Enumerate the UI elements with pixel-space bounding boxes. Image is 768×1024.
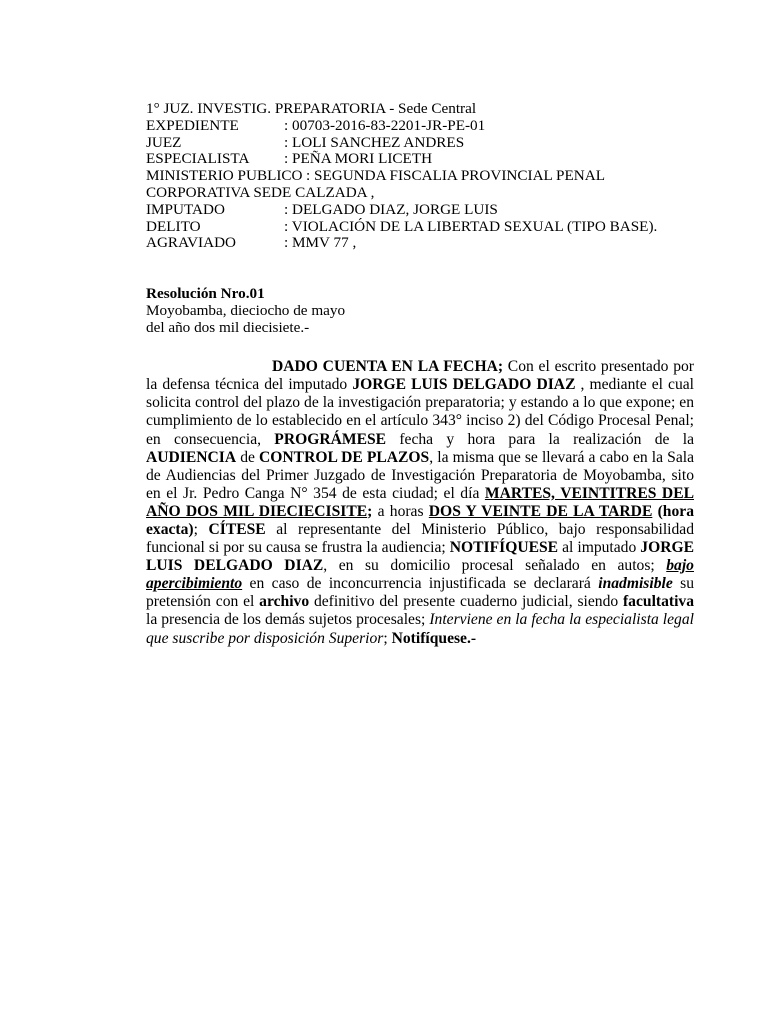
body-text-segment: ; bbox=[193, 521, 209, 539]
body-text-segment: la presencia de los demás sujetos procesales; bbox=[146, 611, 430, 629]
imputado-label: IMPUTADO bbox=[146, 200, 225, 218]
ministerio-value: : SEGUNDA FISCALIA PROVINCIAL PENAL CORPORATIVA SEDE CALZADA , bbox=[146, 167, 605, 201]
imputado-name-bold: JORGE LUIS DELGADO DIAZ bbox=[352, 376, 576, 394]
agraviado-value: : MMV 77 , bbox=[284, 234, 357, 252]
citese-bold: CÍTESE bbox=[208, 521, 266, 539]
body-text-segment: al imputado bbox=[558, 539, 641, 557]
inadmisible-bold-italic: inadmisible bbox=[598, 575, 673, 593]
body-text-segment: su pretensión con el bbox=[146, 575, 695, 611]
body-text-segment: ; bbox=[383, 629, 392, 647]
body-text-segment: Con el escrito presentado por la defensa técnica del imputado bbox=[146, 358, 694, 394]
facultativa-bold: facultativa bbox=[622, 593, 695, 611]
delito-row bbox=[146, 219, 694, 236]
body-text-segment: en caso de inconcurrencia injustificada se declarará bbox=[242, 575, 599, 593]
body-text-segment: , la misma que se llevará a cabo en la Sala de Audiencias del Primer Juzgado de Investigación Preparatoria de Moyobamba, sito en el Jr. Pedro Canga N° 354 de esta ciudad; el día bbox=[146, 448, 694, 502]
resolution-block bbox=[146, 285, 694, 336]
resolution-title: Resolución Nro.01 bbox=[146, 285, 265, 303]
especialista-label: ESPECIALISTA bbox=[146, 150, 250, 168]
imputado-name-bold-2: JORGE LUIS DELGADO DIAZ bbox=[146, 539, 695, 575]
semicolon-bold: ; bbox=[367, 502, 373, 520]
hearing-time-underlined: DOS Y VEINTE DE LA TARDE bbox=[428, 502, 653, 520]
imputado-row bbox=[146, 202, 694, 219]
body-text-segment: a horas bbox=[372, 502, 429, 520]
place-date-line-1: Moyobamba, dieciocho de mayo bbox=[146, 302, 346, 320]
court-name: 1° JUZ. INVESTIG. PREPARATORIA - Sede Central bbox=[146, 100, 477, 117]
juez-row bbox=[146, 135, 694, 152]
body-text-segment: al representante del Ministerio Público, bajo responsabilidad funcional si por su causa se frustra la audiencia; bbox=[146, 521, 694, 557]
agraviado-row bbox=[146, 235, 694, 252]
resolution-body bbox=[146, 358, 694, 648]
juez-label: JUEZ bbox=[146, 133, 182, 151]
body-text-segment: , mediante el cual solicita control del plazo de la investigación preparatoria; y estando a lo que expone; en cumplimiento de lo establecido en el artículo 343° inciso 2) del Código Procesal Penal; en consecuencia, bbox=[146, 376, 695, 448]
body-text-segment: , en su domicilio procesal señalado en autos; bbox=[323, 557, 667, 575]
expediente-row bbox=[146, 118, 694, 135]
hearing-date-underlined: MARTES, VEINTITRES DEL AÑO DOS MIL DIECIECISITE bbox=[146, 484, 694, 520]
audiencia-bold: AUDIENCIA bbox=[146, 448, 237, 466]
ministerio-label: MINISTERIO PUBLICO bbox=[146, 167, 303, 185]
notifiquese-closing: Notifíquese.- bbox=[391, 629, 477, 647]
especialista-row bbox=[146, 151, 694, 168]
programese-bold: PROGRÁMESE bbox=[274, 430, 387, 448]
expediente-label: EXPEDIENTE bbox=[146, 116, 239, 134]
juez-value: : LOLI SANCHEZ ANDRES bbox=[284, 133, 465, 151]
body-text-segment: de bbox=[236, 448, 260, 466]
bajo-apercibimiento: bajo apercibimiento bbox=[146, 557, 694, 593]
delito-value: : VIOLACIÓN DE LA LIBERTAD SEXUAL (TIPO BASE). bbox=[284, 217, 658, 235]
interviene-italic: Interviene en la fecha la especialista legal que suscribe por disposición Superior bbox=[146, 611, 694, 647]
delito-label: DELITO bbox=[146, 217, 201, 235]
dado-cuenta-heading: DADO CUENTA EN LA FECHA; bbox=[272, 358, 504, 376]
place-date-line-2: del año dos mil diecisiete.- bbox=[146, 319, 310, 337]
body-text-segment: definitivo del presente cuaderno judicial, siendo bbox=[309, 593, 623, 611]
archivo-bold: archivo bbox=[259, 593, 310, 611]
document-page bbox=[146, 101, 694, 648]
notifiquese-bold: NOTIFÍQUESE bbox=[449, 539, 559, 557]
imputado-value: : DELGADO DIAZ, JORGE LUIS bbox=[284, 200, 498, 218]
agraviado-label: AGRAVIADO bbox=[146, 234, 237, 252]
especialista-value: : PEÑA MORI LICETH bbox=[284, 150, 433, 168]
control-plazos-bold: CONTROL DE PLAZOS bbox=[259, 448, 430, 466]
expediente-value: : 00703-2016-83-2201-JR-PE-01 bbox=[284, 116, 486, 134]
hora-exacta-bold: (hora exacta) bbox=[146, 502, 694, 539]
body-text-segment: fecha y hora para la realización de la bbox=[386, 430, 694, 448]
ministerio-row bbox=[146, 168, 694, 202]
